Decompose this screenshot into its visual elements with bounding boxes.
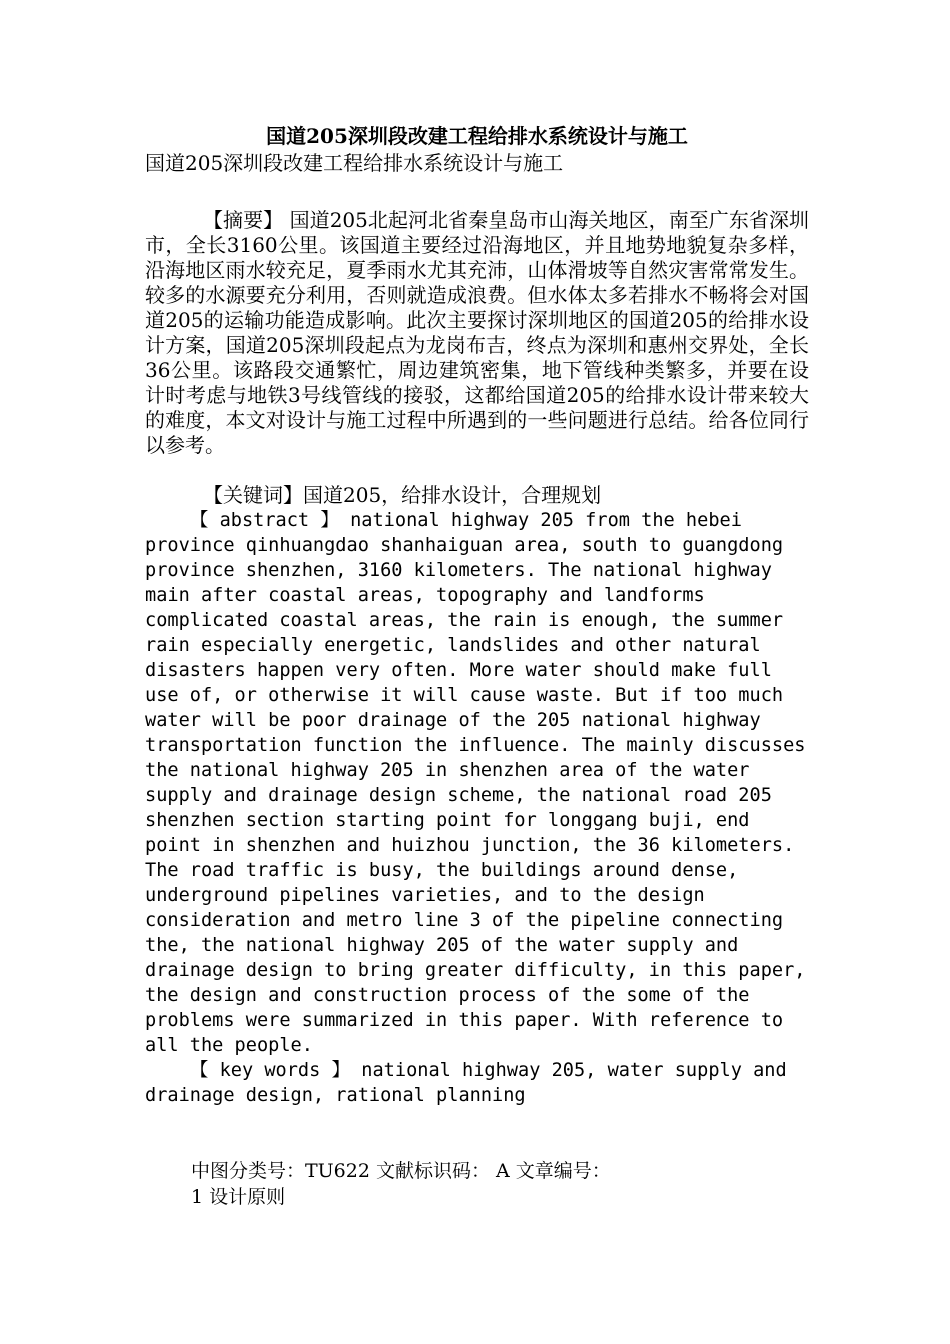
document-page [145,122,809,1210]
keywords-en: 【 key words 】 national highway 205, water supply and drainage design, rational planning [145,1060,787,1106]
section-heading: 1 设计原则 [191,1186,286,1208]
spacer [145,176,809,208]
document-title: 国道205深圳段改建工程给排水系统设计与施工 [266,124,688,148]
document-subtitle: 国道205深圳段改建工程给排水系统设计与施工 [145,151,564,175]
keywords-zh: 【关键词】国道205，给排水设计，合理规划 [203,483,602,507]
spacer [145,1108,809,1158]
spacer [145,458,809,483]
classification-line: 中图分类号：TU622 文献标识码： A 文章编号： [191,1160,611,1182]
abstract-en: 【 abstract 】 national highway 205 from the hebei province qinhuangdao shanhaiguan area, south to guangdong province shenzhen, 3160 kilometers. The national highway main after coastal areas, topography and landforms complicated coastal areas, the rain is enough, the summer rain especially energetic, landslides and other natural disasters happen very often. More water should make full use of, or otherwise it will cause waste. But if too much water will be poor drainage of the 205 national highway transportation function the influence. The mainly discusses the national highway 205 in shenzhen area of the water supply and drainage design scheme, the national road 205 shenzhen section starting point for longgang buji, end point in shenzhen and huizhou junction, the 36 kilometers. The road traffic is busy, the buildings around dense, underground pipelines varieties, and to the design consideration and metro line 3 of the pipeline connecting the, the national highway 205 of the water supply and drainage design to bring greater difficulty, in this paper, the design and construction process of the some of the problems were summarized in this paper. With reference to all the people. [145,510,806,1056]
abstract-zh: 【摘要】 国道205北起河北省秦皇岛市山海关地区，南至广东省深圳市，全长3160公里。该国道主要经过沿海地区，并且地势地貌复杂多样，沿海地区雨水较充足，夏季雨水尤其充沛，山体滑坡等自然灾害常常发生。较多的水源要充分利用，否则就造成浪费。但水体太多若排水不畅将会对国道205的运输功能造成影响。此次主要探讨深圳地区的国道205的给排水设计方案，国道205深圳段起点为龙岗布吉，终点为深圳和惠州交界处，全长36公里。该路段交通繁忙，周边建筑密集，地下管线种类繁多，并要在设计时考虑与地铁3号线管线的接驳，这都给国道205的给排水设计带来较大的难度，本文对设计与施工过程中所遇到的一些问题进行总结。给各位同行以参考。 [145,208,809,457]
